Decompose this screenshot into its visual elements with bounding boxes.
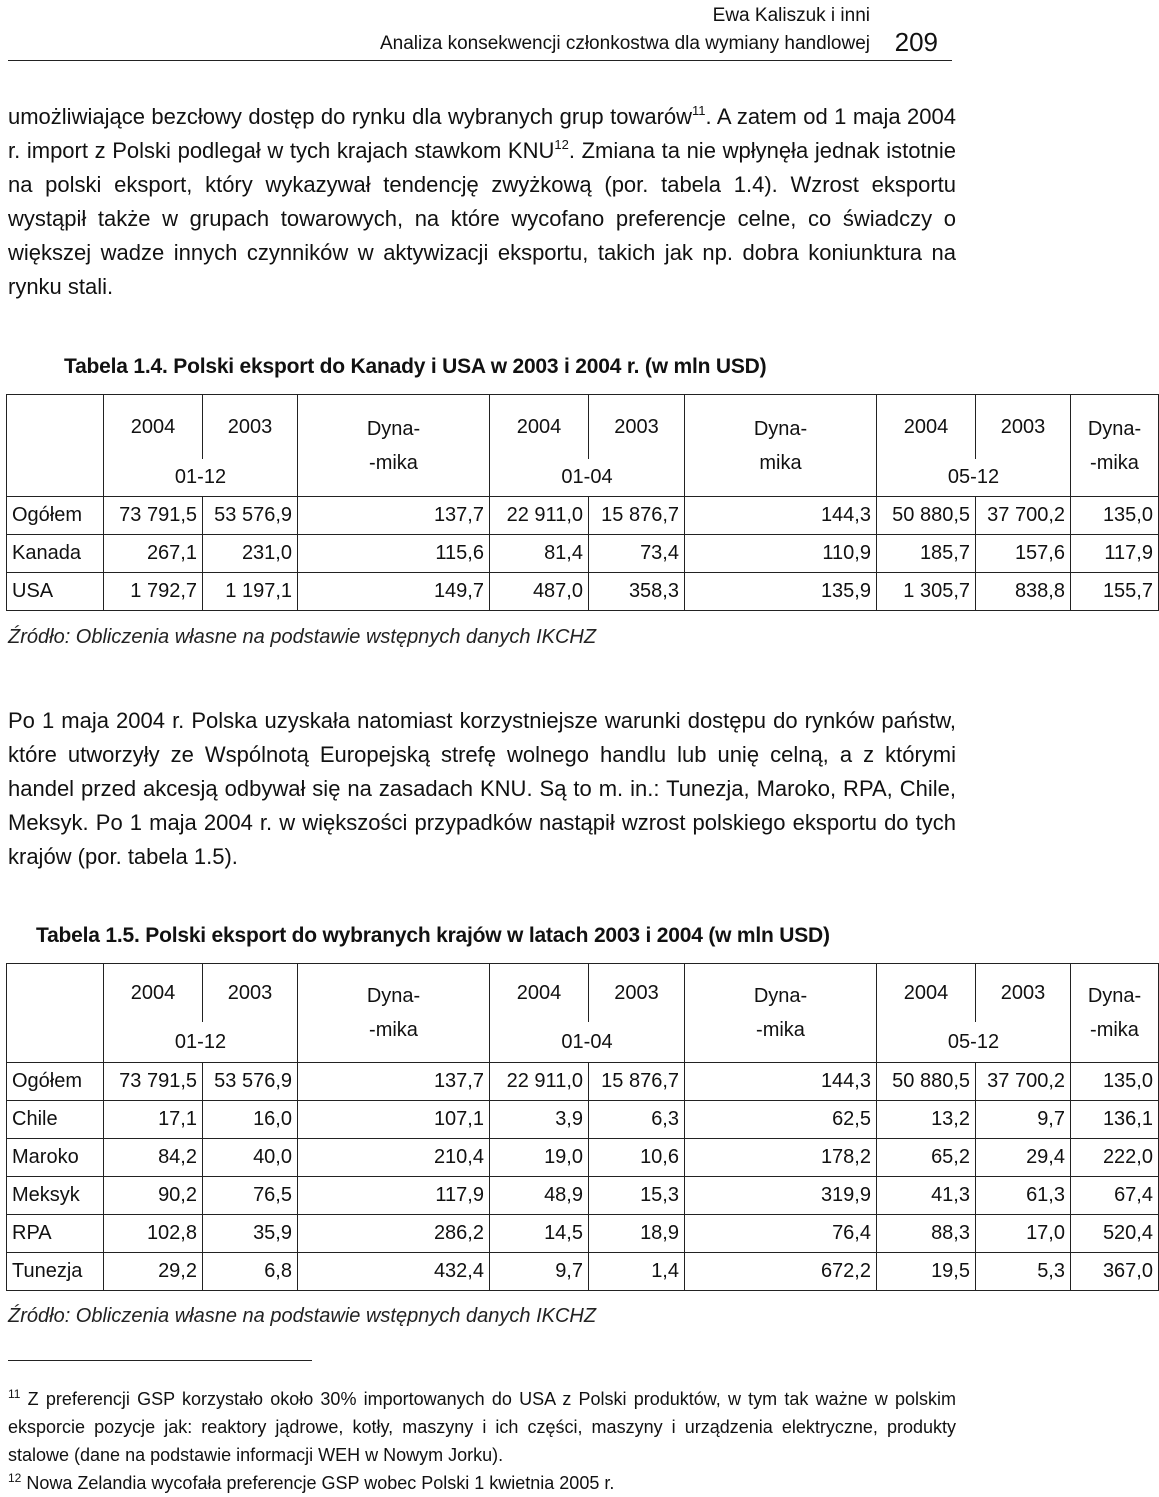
year-header: 2004 [104, 964, 203, 1023]
paragraph-1-text-c: . Zmiana ta nie wpłynęła jednak istotnie na polski eksport, który wykazywał tendencję zwyżkową (por. tabela 1.4). Wzrost eksportu wystąpił także w grupach towarowych, na które wycofano preferencje celne, co świadczy o większej wadze innych czynników w aktywizacji eksportu, takich jak np. dobra koniunktura na rynku stali. [8, 138, 956, 299]
table-cell: 29,2 [104, 1253, 203, 1291]
row-label: Ogółem [7, 1063, 104, 1101]
dynamics-header [685, 395, 877, 497]
table-cell: 149,7 [298, 573, 490, 611]
table-row [7, 1101, 1159, 1139]
period-header: 05-12 [877, 459, 1071, 497]
table-cell: 117,9 [298, 1177, 490, 1215]
table-cell: 73 791,5 [104, 497, 203, 535]
table-2-source: Źródło: Obliczenia własne na podstawie wstępnych danych IKCHZ [8, 1305, 597, 1327]
table-cell: 35,9 [203, 1215, 298, 1253]
table-cell: 267,1 [104, 535, 203, 573]
dynamics-header-line-2: -mika [369, 1019, 418, 1041]
table-row [7, 1215, 1159, 1253]
table-cell: 286,2 [298, 1215, 490, 1253]
table-cell: 18,9 [589, 1215, 685, 1253]
year-header: 2004 [104, 395, 203, 460]
table-cell: 48,9 [490, 1177, 589, 1215]
table-cell: 231,0 [203, 535, 298, 573]
table-cell: 37 700,2 [976, 497, 1071, 535]
table-cell: 1 305,7 [877, 573, 976, 611]
table-cell: 76,4 [685, 1215, 877, 1253]
table-cell: 135,9 [685, 573, 877, 611]
table-cell: 155,7 [1071, 573, 1159, 611]
table-cell: 29,4 [976, 1139, 1071, 1177]
table-cell: 1 792,7 [104, 573, 203, 611]
period-header: 05-12 [877, 1022, 1071, 1063]
table-cell: 5,3 [976, 1253, 1071, 1291]
corner-cell-lower [7, 1022, 104, 1063]
dynamics-header-line-1: Dyna- [753, 417, 808, 440]
table-2 [6, 963, 1159, 1291]
table-cell: 157,6 [976, 535, 1071, 573]
dynamics-header [685, 964, 877, 1063]
footnote-ref-12: 12 [554, 137, 569, 152]
table-cell: 135,0 [1071, 497, 1159, 535]
paragraph-1-text-a: umożliwiające bezcłowy dostęp do rynku dla wybranych grup towarów [8, 104, 693, 129]
year-header: 2003 [203, 964, 298, 1023]
table-2-body [7, 964, 1159, 1291]
table-cell: 76,5 [203, 1177, 298, 1215]
table-cell: 117,9 [1071, 535, 1159, 573]
table-cell: 65,2 [877, 1139, 976, 1177]
corner-cell [7, 395, 104, 460]
table-cell: 487,0 [490, 573, 589, 611]
period-header: 01-04 [490, 1022, 685, 1063]
paragraph-1-text-b: . A zatem od 1 maja 2004 r. import z Polski podlegał w tych krajach stawkom KNU [8, 104, 956, 163]
header-row-years [7, 395, 1159, 460]
table-cell: 178,2 [685, 1139, 877, 1177]
table-cell: 137,7 [298, 1063, 490, 1101]
row-label: Kanada [7, 535, 104, 573]
table-cell: 102,8 [104, 1215, 203, 1253]
table-1-caption: Tabela 1.4. Polski eksport do Kanady i USA w 2003 i 2004 r. (w mln USD) [64, 355, 767, 378]
table-cell: 16,0 [203, 1101, 298, 1139]
table-cell: 15 876,7 [589, 1063, 685, 1101]
table-cell: 210,4 [298, 1139, 490, 1177]
year-header: 2003 [976, 395, 1071, 460]
header-title: Analiza konsekwencji członkostwa dla wymiany handlowej [379, 33, 870, 54]
dynamics-header [1071, 964, 1159, 1063]
table-cell: 10,6 [589, 1139, 685, 1177]
row-label: Ogółem [7, 497, 104, 535]
row-label: Maroko [7, 1139, 104, 1177]
footnote-rule [8, 1360, 312, 1361]
table-cell: 185,7 [877, 535, 976, 573]
table-cell: 358,3 [589, 573, 685, 611]
footnote-12 [8, 1469, 956, 1497]
table-row [7, 497, 1159, 535]
table-cell: 367,0 [1071, 1253, 1159, 1291]
paragraph-2: Po 1 maja 2004 r. Polska uzyskała natomiast korzystniejsze warunki dostępu do rynków państw, które utworzyły ze Wspólnotą Europejską strefę wolnego handlu lub unię celną, a z którymi handel przed akcesją odbywał się na zasadach KNU. Są to m. in.: Tunezja, Maroko, RPA, Chile, Meksyk. Po 1 maja 2004 r. w większości przypadków nastąpił wzrost polskiego eksportu do tych krajów (por. tabela 1.5). [8, 708, 956, 869]
table-cell: 73,4 [589, 535, 685, 573]
footnote-12-text: Nowa Zelandia wycofała preferencje GSP wobec Polski 1 kwietnia 2005 r. [21, 1473, 615, 1493]
table-2-caption: Tabela 1.5. Polski eksport do wybranych krajów w latach 2003 i 2004 (w mln USD) [36, 924, 830, 947]
footnote-11 [8, 1385, 956, 1469]
table-cell: 222,0 [1071, 1139, 1159, 1177]
paragraph-1 [8, 100, 956, 304]
table-row [7, 1139, 1159, 1177]
table-cell: 9,7 [976, 1101, 1071, 1139]
table-cell: 73 791,5 [104, 1063, 203, 1101]
table-cell: 9,7 [490, 1253, 589, 1291]
period-header: 01-04 [490, 459, 685, 497]
table-cell: 22 911,0 [490, 1063, 589, 1101]
corner-cell [7, 964, 104, 1023]
table-cell: 53 576,9 [203, 497, 298, 535]
running-header [380, 2, 938, 58]
table-1-source: Źródło: Obliczenia własne na podstawie wstępnych danych IKCHZ [8, 626, 597, 648]
corner-cell-lower [7, 459, 104, 497]
table-cell: 19,5 [877, 1253, 976, 1291]
table-cell: 40,0 [203, 1139, 298, 1177]
table-cell: 61,3 [976, 1177, 1071, 1215]
header-authors: Ewa Kaliszuk i inni [712, 5, 870, 26]
table-cell: 432,4 [298, 1253, 490, 1291]
table-1 [6, 394, 1159, 611]
dynamics-header-line-1: Dyna- [1087, 417, 1142, 440]
header-row-years [7, 964, 1159, 1023]
table-cell: 115,6 [298, 535, 490, 573]
table-cell: 838,8 [976, 573, 1071, 611]
table-cell: 41,3 [877, 1177, 976, 1215]
table-cell: 1,4 [589, 1253, 685, 1291]
row-label: USA [7, 573, 104, 611]
footnote-12-number: 12 [8, 1471, 22, 1485]
table-cell: 3,9 [490, 1101, 589, 1139]
period-header: 01-12 [104, 1022, 298, 1063]
table-cell: 53 576,9 [203, 1063, 298, 1101]
table-cell: 62,5 [685, 1101, 877, 1139]
table-1-body [7, 395, 1159, 611]
table-cell: 90,2 [104, 1177, 203, 1215]
table-row [7, 1177, 1159, 1215]
table-cell: 135,0 [1071, 1063, 1159, 1101]
table-cell: 14,5 [490, 1215, 589, 1253]
footnote-11-text: Z preferencji GSP korzystało około 30% importowanych do USA z Polski produktów, w tym tak ważne w polskim eksporcie pozycje jak: reaktory jądrowe, kotły, maszyny i ich części, maszyny i urządzenia elektryczne, produkty stalowe (dane na podstawie informacji WEH w Nowym Jorku). [8, 1389, 956, 1465]
footnote-ref-11: 11 [692, 103, 706, 118]
table-cell: 137,7 [298, 497, 490, 535]
table-cell: 84,2 [104, 1139, 203, 1177]
year-header: 2004 [877, 964, 976, 1023]
year-header: 2003 [203, 395, 298, 460]
table-cell: 50 880,5 [877, 497, 976, 535]
table-cell: 22 911,0 [490, 497, 589, 535]
dynamics-header-line-2: -mika [1090, 451, 1139, 474]
table-cell: 520,4 [1071, 1215, 1159, 1253]
dynamics-header-line-1: Dyna- [753, 985, 808, 1007]
row-label: RPA [7, 1215, 104, 1253]
table-cell: 19,0 [490, 1139, 589, 1177]
table-row [7, 1063, 1159, 1101]
table-row [7, 1253, 1159, 1291]
dynamics-header [1071, 395, 1159, 497]
dynamics-header-line-2: mika [759, 451, 802, 474]
year-header: 2004 [490, 964, 589, 1023]
table-cell: 319,9 [685, 1177, 877, 1215]
row-label: Tunezja [7, 1253, 104, 1291]
dynamics-header-line-2: -mika [369, 451, 418, 474]
year-header: 2004 [490, 395, 589, 460]
row-label: Meksyk [7, 1177, 104, 1215]
table-cell: 17,0 [976, 1215, 1071, 1253]
table-row [7, 535, 1159, 573]
header-rule [8, 60, 952, 61]
table-cell: 13,2 [877, 1101, 976, 1139]
dynamics-header [298, 964, 490, 1063]
year-header: 2003 [589, 964, 685, 1023]
table-cell: 81,4 [490, 535, 589, 573]
table-cell: 1 197,1 [203, 573, 298, 611]
dynamics-header-line-1: Dyna- [1087, 985, 1142, 1007]
table-cell: 15,3 [589, 1177, 685, 1215]
dynamics-header-line-2: -mika [756, 1019, 805, 1041]
table-cell: 6,3 [589, 1101, 685, 1139]
row-label: Chile [7, 1101, 104, 1139]
year-header: 2004 [877, 395, 976, 460]
table-cell: 136,1 [1071, 1101, 1159, 1139]
table-row [7, 573, 1159, 611]
table-cell: 88,3 [877, 1215, 976, 1253]
header-row-periods [7, 1022, 1159, 1063]
table-cell: 110,9 [685, 535, 877, 573]
table-cell: 107,1 [298, 1101, 490, 1139]
table-cell: 6,8 [203, 1253, 298, 1291]
table-cell: 15 876,7 [589, 497, 685, 535]
period-header: 01-12 [104, 459, 298, 497]
header-row-periods [7, 459, 1159, 497]
page-number: 209 [894, 27, 938, 57]
table-cell: 144,3 [685, 497, 877, 535]
footnote-11-number: 11 [8, 1387, 21, 1401]
dynamics-header [298, 395, 490, 497]
table-cell: 37 700,2 [976, 1063, 1071, 1101]
year-header: 2003 [589, 395, 685, 460]
table-cell: 50 880,5 [877, 1063, 976, 1101]
dynamics-header-line-1: Dyna- [366, 985, 421, 1007]
table-cell: 672,2 [685, 1253, 877, 1291]
year-header: 2003 [976, 964, 1071, 1023]
dynamics-header-line-1: Dyna- [366, 417, 421, 440]
dynamics-header-line-2: -mika [1090, 1019, 1139, 1041]
table-cell: 67,4 [1071, 1177, 1159, 1215]
table-cell: 17,1 [104, 1101, 203, 1139]
table-cell: 144,3 [685, 1063, 877, 1101]
